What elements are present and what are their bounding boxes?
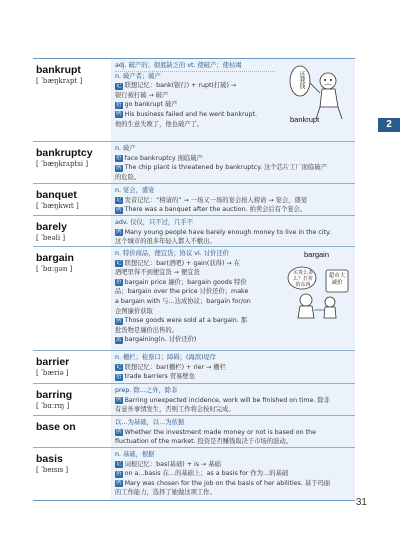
headword: bankruptcy bbox=[36, 147, 93, 159]
example-text: Barring unexpected incidence, work will be finished on time. 除非 bbox=[124, 396, 330, 404]
entry-bargain bbox=[33, 246, 355, 350]
sense-text: n. 破产者；破产 bbox=[115, 72, 161, 80]
definition bbox=[111, 384, 355, 415]
sense-text: n. 栅栏；检票口；障碍；(海滨)堤岸 bbox=[115, 354, 217, 361]
phonetic: [ ˈbɑːrɪŋ ] bbox=[36, 402, 70, 410]
memory-tag: 记 bbox=[116, 197, 122, 204]
phonetic: [ ˈbæŋkrʌpt ] bbox=[36, 77, 83, 85]
sense-text: n. 基础，根据 bbox=[115, 451, 155, 458]
example-translation: fluctuation of the market. 投资是否赚钱取决于市场的波动。 bbox=[115, 438, 293, 446]
headword: barely bbox=[36, 221, 67, 233]
example-text: The chip plant is threatened by bankruptcy. 这个芯片工厂面临破产 bbox=[124, 164, 327, 172]
example-text: His business failed and he went bankrupt. bbox=[124, 110, 258, 118]
memory-tag: 记 bbox=[116, 364, 122, 371]
chapter-tab: 2 bbox=[378, 118, 400, 132]
example-tag: 例 bbox=[116, 111, 122, 118]
collocation-tag: 搭 bbox=[116, 155, 122, 162]
example-text: There was a banquet after the auction. 拍卖会后有个宴会。 bbox=[124, 206, 307, 214]
definition bbox=[111, 142, 355, 183]
headword: bargain bbox=[36, 252, 74, 264]
sense-text: 以…为基础，以…为依据 bbox=[115, 419, 185, 426]
vocabulary-table bbox=[33, 58, 355, 501]
example-translation: 这个城市的很多年轻人都入不敷出。 bbox=[115, 238, 216, 246]
collocation-tag: 搭 bbox=[116, 279, 122, 286]
illustration-caption: bankrupt bbox=[290, 115, 320, 124]
illustration-bargain bbox=[284, 250, 352, 320]
cartoon-image bbox=[284, 258, 352, 320]
sense-text: prep. 除…之外，除非 bbox=[115, 387, 178, 394]
definition bbox=[111, 448, 355, 500]
note-text: 酒吧里得不到便宜货 → 便宜货 bbox=[115, 269, 200, 277]
note-text: 企图廉价获取 bbox=[115, 307, 153, 315]
phonetic: [ ˈbæŋkrʌptsi ] bbox=[36, 160, 89, 168]
memory-tag: 记 bbox=[116, 82, 122, 89]
illustration-caption: bargain bbox=[304, 250, 330, 259]
headword: barrier bbox=[36, 356, 70, 368]
collocation-tag: 搭 bbox=[116, 373, 122, 380]
definition bbox=[111, 416, 355, 447]
note-text: 联想记忆：bar(酒吧) + gain(获得) → 在 bbox=[124, 259, 241, 267]
entry-bankrupt bbox=[33, 58, 355, 141]
example-tag: 例 bbox=[116, 229, 122, 236]
phonetic: [ ˈbeəli ] bbox=[36, 234, 66, 242]
memory-tag: 记 bbox=[116, 260, 122, 267]
entry-barring bbox=[33, 383, 355, 415]
illustration-bankrupt bbox=[282, 63, 352, 125]
entry-barely bbox=[33, 215, 355, 246]
sense-text: n. 宴会，盛宴 bbox=[115, 187, 155, 194]
note-text: 品；bargain over the price 讨价还价；make bbox=[115, 288, 249, 296]
example-tag: 例 bbox=[116, 480, 122, 487]
definition bbox=[111, 59, 355, 141]
speech-bubble: 超市大减价 bbox=[328, 273, 346, 286]
example-translation: 批货物是廉价出售的。 bbox=[115, 326, 178, 334]
collocation-tag: 搭 bbox=[116, 101, 122, 108]
sense-text: adj. 破产的；彻底缺乏的 vt. 使破产；使枯竭 bbox=[115, 62, 242, 69]
entry-bankruptcy bbox=[33, 141, 355, 183]
example-translation: 的工作能力，选择了她做这项工作。 bbox=[115, 489, 216, 497]
example-text: Whether the investment made money or not is based on the bbox=[124, 428, 316, 436]
entry-banquet bbox=[33, 183, 355, 215]
phonetic: [ ˈbɑːɡən ] bbox=[36, 265, 73, 273]
headword: base on bbox=[36, 421, 76, 433]
page-number: 31 bbox=[355, 497, 367, 508]
note-text: bargaining(n. 讨价还价) bbox=[124, 336, 197, 344]
example-tag: 例 bbox=[116, 206, 122, 213]
note-text: a bargain with 与…达成协议；bargain for/on bbox=[115, 297, 251, 305]
phonetic: [ ˈbeɪsɪs ] bbox=[36, 466, 69, 474]
example-text: Those goods were sold at a bargain. 那 bbox=[124, 317, 248, 325]
note-text: bargain price 廉价；bargain goods 特价 bbox=[124, 278, 247, 286]
note-text: trade barriers 贸易壁垒 bbox=[124, 373, 196, 381]
phonetic: [ ˈbæŋkwɪt ] bbox=[36, 202, 79, 210]
example-translation: 他的生意失败了，他也破产了。 bbox=[115, 120, 204, 128]
headword: bankrupt bbox=[36, 64, 81, 76]
note-text: 发音记忆：“榜请的” → 一场又一场的宴会按人榜请 → 宴会，盛宴 bbox=[124, 196, 308, 204]
headword: barring bbox=[36, 389, 73, 401]
note-text: 联想记忆：bar(栅栏) + rier → 栅栏 bbox=[124, 363, 226, 371]
note-text: go bankrupt 破产 bbox=[124, 101, 178, 109]
phonetic: [ ˈbæriə ] bbox=[36, 369, 69, 377]
example-tag: 例 bbox=[116, 429, 122, 436]
example-tag: 例 bbox=[116, 397, 122, 404]
memory-tag: 记 bbox=[116, 461, 122, 468]
sense-text: n. 破产 bbox=[115, 145, 136, 152]
example-text: Many young people have barely enough money to live in the city. bbox=[124, 228, 331, 236]
note-text: 银行被打破 → 破产 bbox=[115, 91, 169, 99]
definition bbox=[111, 216, 355, 246]
headword: banquet bbox=[36, 189, 77, 201]
note-text: 联想记忆：bank(银行) + rupt(打破) → bbox=[124, 82, 237, 90]
example-translation: 的危险。 bbox=[115, 173, 141, 181]
collocation-tag: 搭 bbox=[116, 470, 122, 477]
note-text: face bankruptcy 面临破产 bbox=[124, 154, 203, 162]
speech-bubble: 买贵么多么？打折的东西 bbox=[292, 270, 313, 288]
definition bbox=[111, 351, 355, 383]
definition bbox=[111, 247, 355, 350]
derivative-tag: 派 bbox=[116, 336, 122, 343]
example-tag: 例 bbox=[116, 317, 122, 324]
example-translation: 有意外事情发生，否则工作将会按时完成。 bbox=[115, 406, 235, 414]
entry-basis bbox=[33, 447, 355, 501]
note-text: on a...basis 在…的基础上；as a basis for 作为…的基础 bbox=[124, 470, 289, 478]
example-text: Mary was chosen for the job on the basis of her abilities. 基于玛丽 bbox=[124, 479, 331, 487]
note-text: 词根记忆：bas(基础) + is → 基础 bbox=[124, 460, 221, 468]
speech-bubble: 还我钱 bbox=[298, 71, 305, 89]
example-tag: 例 bbox=[116, 164, 122, 171]
entry-barrier bbox=[33, 350, 355, 383]
sense-text: n. 特价商品，便宜货；协议 vi. 讨价还价 bbox=[115, 250, 229, 257]
definition bbox=[111, 184, 355, 215]
headword: basis bbox=[36, 453, 63, 465]
entry-base-on bbox=[33, 415, 355, 447]
sense-text: adv. 仅仅，只不过，几乎不 bbox=[115, 219, 194, 226]
